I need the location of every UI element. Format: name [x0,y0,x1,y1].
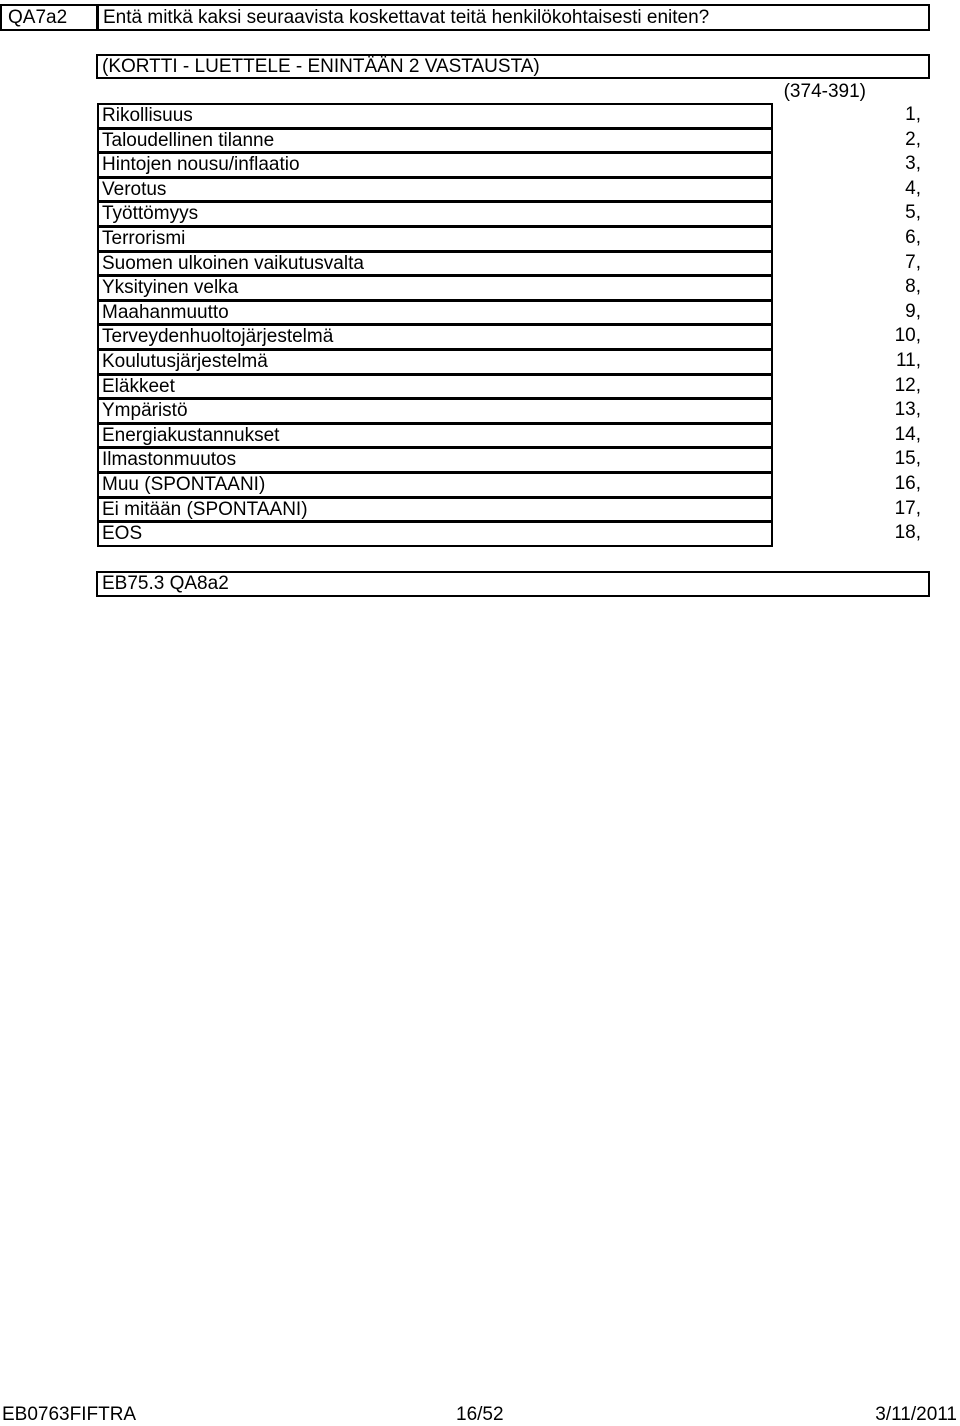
option-row [97,398,928,423]
question-id: QA7a2 [0,4,98,31]
instruction-text: (KORTTI - LUETTELE - ENINTÄÄN 2 VASTAUSTA) [96,54,930,79]
option-row [97,103,928,128]
options-list [97,103,928,546]
question-text: Entä mitkä kaksi seuraavista koskettavat teitä henkilökohtaisesti eniten? [97,4,930,31]
option-label: Terveydenhuoltojärjestelmä [97,324,773,350]
option-code: 14, [894,423,921,445]
option-code: 17, [894,497,921,519]
option-code: 5, [905,202,921,224]
option-label: Muu (SPONTAANI) [97,472,773,498]
option-label: Maahanmuutto [97,300,773,326]
option-row [97,201,928,226]
option-label: Energiakustannukset [97,423,773,449]
option-label: Työttömyys [97,201,773,227]
option-code: 10, [894,325,921,347]
option-label: Yksityinen velka [97,275,773,301]
option-code: 18, [894,522,921,544]
option-code: 2, [905,128,921,150]
option-row [97,128,928,153]
option-row [97,226,928,251]
option-code: 16, [894,472,921,494]
option-label: Terrorismi [97,226,773,252]
option-label: Eläkkeet [97,374,773,400]
footer-date: 3/11/2011 [875,1404,957,1425]
option-code: 15, [894,448,921,470]
option-row [97,472,928,497]
footer-page-number: 16/52 [456,1404,504,1425]
option-label: Ilmastonmuutos [97,447,773,473]
option-label: Taloudellinen tilanne [97,128,773,154]
next-question-reference: EB75.3 QA8a2 [96,571,930,597]
option-row [97,251,928,276]
option-label: Verotus [97,177,773,203]
option-code: 1, [905,104,921,125]
option-code: 13, [894,399,921,421]
option-code: 7, [905,251,921,273]
option-code: 12, [894,374,921,396]
option-row [97,374,928,399]
option-label: Ei mitään (SPONTAANI) [97,497,773,523]
option-row [97,152,928,177]
option-code: 3, [905,153,921,175]
option-label: Rikollisuus [97,103,773,129]
code-range: (374-391) [783,81,866,102]
option-label: Suomen ulkoinen vaikutusvalta [97,251,773,277]
option-row [97,521,928,546]
option-code: 6, [905,226,921,248]
option-label: EOS [97,521,773,547]
option-label: Hintojen nousu/inflaatio [97,152,773,178]
option-code: 9, [905,300,921,322]
option-row [97,300,928,325]
option-code: 11, [895,349,921,371]
option-code: 4, [905,177,921,199]
option-row [97,497,928,522]
option-label: Ympäristö [97,398,773,424]
option-row [97,324,928,349]
footer-document-code: EB0763FIFTRA [2,1404,137,1425]
option-row [97,349,928,374]
option-row [97,177,928,202]
option-label: Koulutusjärjestelmä [97,349,773,375]
option-row [97,275,928,300]
option-row [97,423,928,448]
option-row [97,447,928,472]
option-code: 8, [905,276,921,298]
